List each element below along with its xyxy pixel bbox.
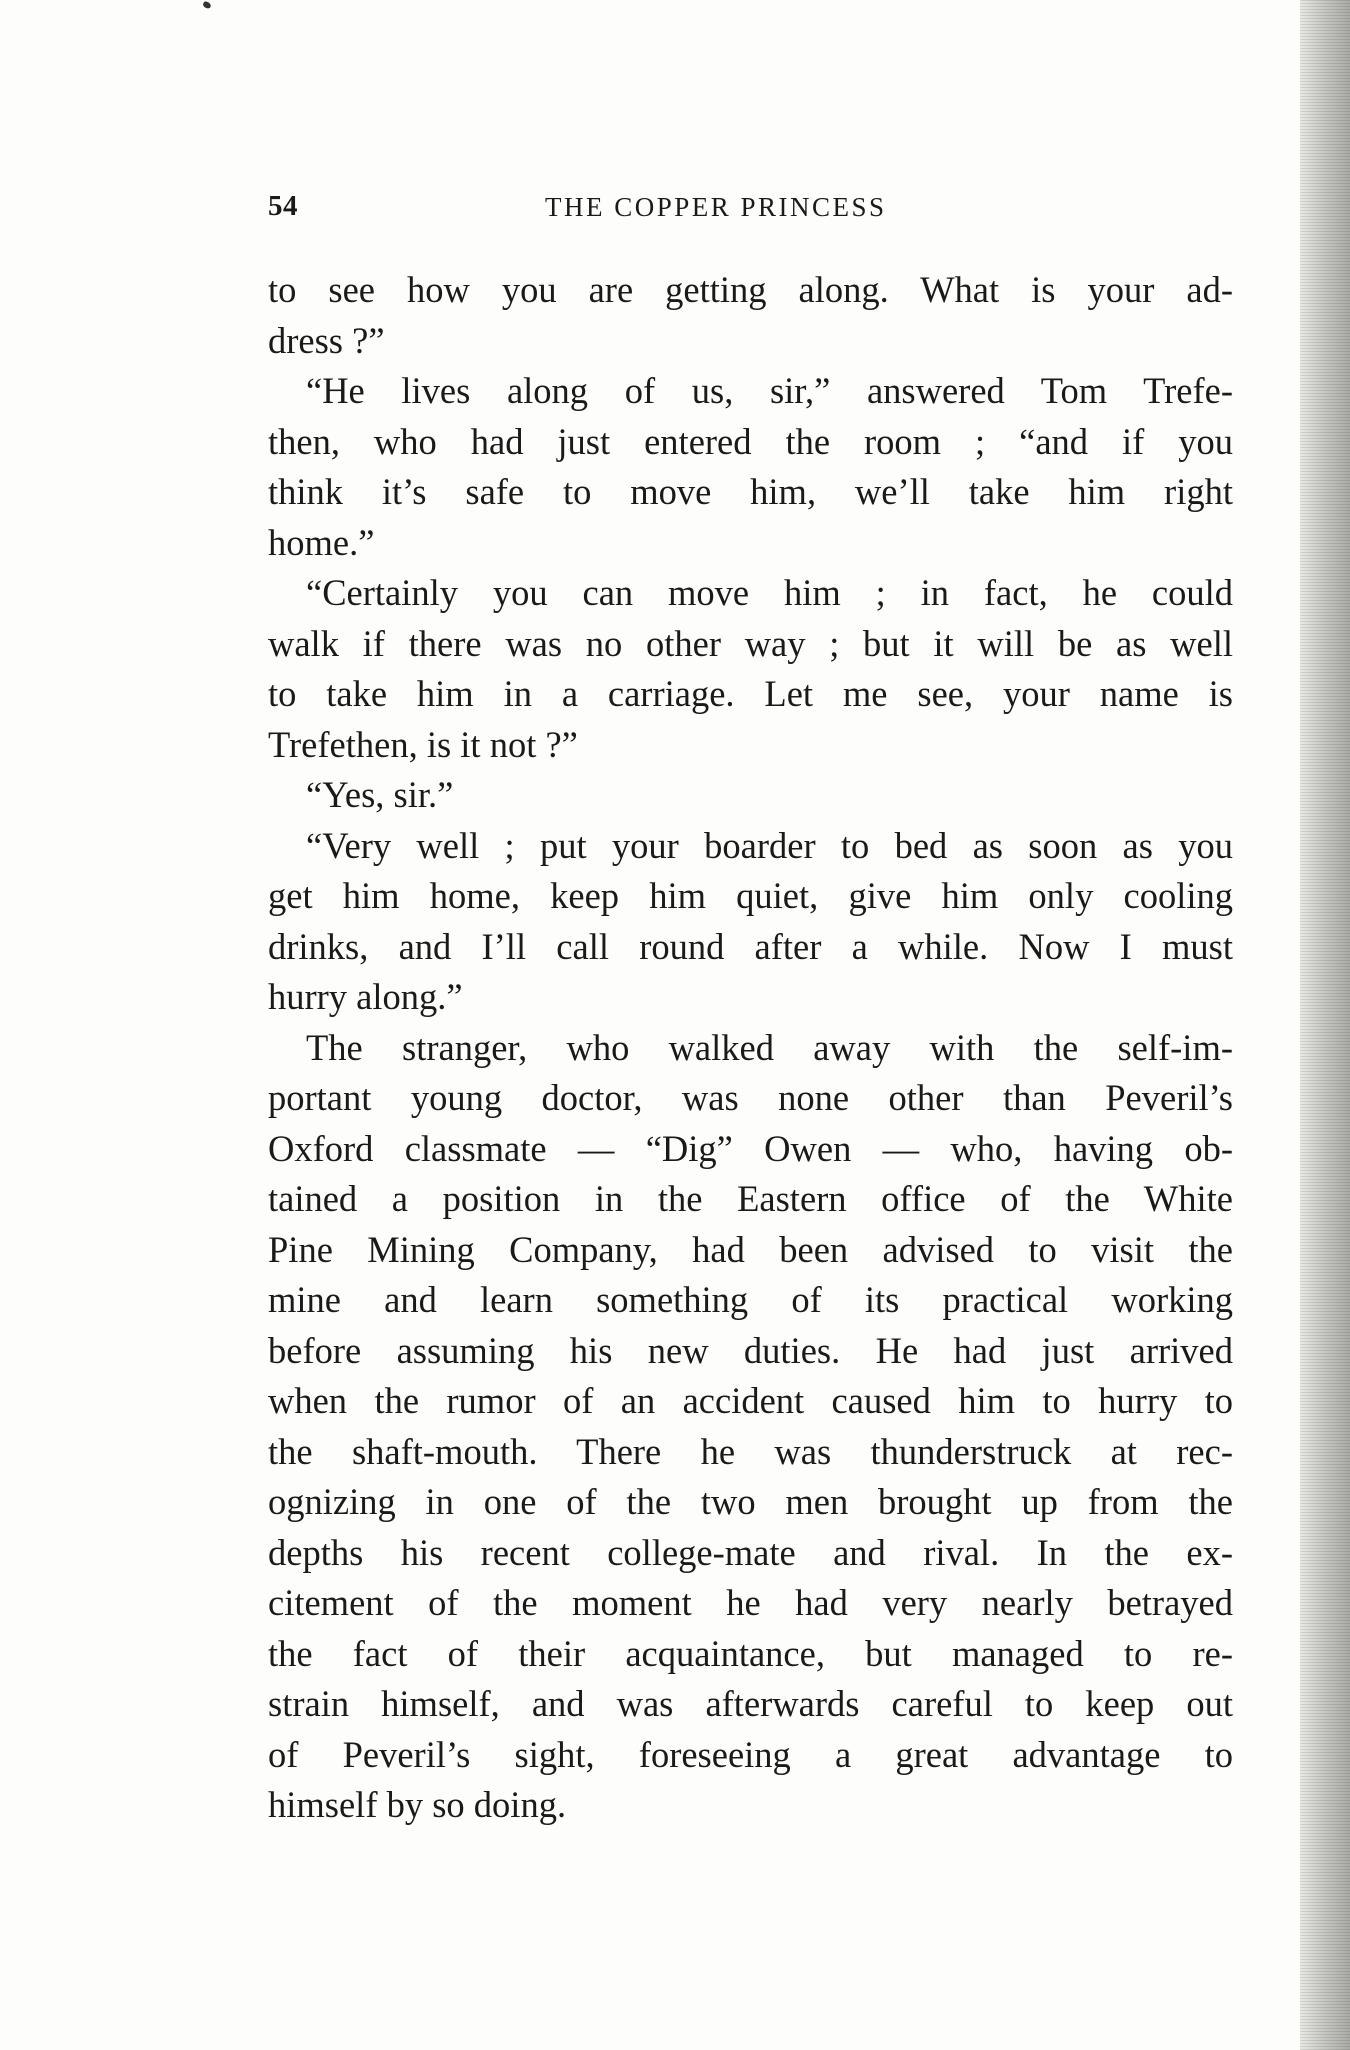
text-line: walk if there was no other way ; but it will be as well — [268, 622, 1233, 664]
text-line: The stranger, who walked away with the self-im- — [306, 1026, 1233, 1068]
text-line: Trefethen, is it not ?” — [268, 723, 578, 765]
body-text — [268, 265, 1233, 1831]
text-line: “Yes, sir.” — [306, 774, 454, 815]
text-line: Oxford classmate — “Dig” Owen — who, having ob- — [268, 1127, 1233, 1169]
text-line: think it’s safe to move him, we’ll take him right — [268, 471, 1233, 512]
text-line: portant young doctor, was none other than Peveril’s — [268, 1077, 1233, 1118]
text-line: home.” — [268, 521, 375, 563]
text-line: when the rumor of an accident caused him to hurry to — [268, 1380, 1233, 1421]
text-line: drinks, and I’ll call round after a while. Now I must — [268, 925, 1233, 967]
running-head: THE COPPER PRINCESS — [545, 192, 887, 222]
text-line: “Very well ; put your boarder to bed as soon as you — [306, 824, 1233, 866]
text-line: ognizing in one of the two men brought up from the — [268, 1481, 1233, 1522]
text-line: of Peveril’s sight, foreseeing a great advantage to — [268, 1733, 1233, 1775]
text-line: mine and learn something of its practical working — [268, 1279, 1233, 1320]
text-line: citement of the moment he had very nearly betrayed — [268, 1582, 1233, 1623]
text-line: hurry along.” — [268, 976, 463, 1017]
text-line: get him home, keep him quiet, give him only cooling — [268, 875, 1233, 916]
text-line: himself by so doing. — [268, 1784, 567, 1825]
text-line: “Certainly you can move him ; in fact, he could — [306, 572, 1233, 613]
text-line: to take him in a carriage. Let me see, your name is — [268, 673, 1233, 714]
text-line: tained a position in the Eastern office of the White — [268, 1178, 1233, 1219]
text-line: the fact of their acquaintance, but managed to re- — [268, 1632, 1233, 1674]
text-line: then, who had just entered the room ; “and if you — [268, 420, 1233, 462]
text-line: to see how you are getting along. What is your ad- — [268, 269, 1233, 310]
text-line: dress ?” — [268, 319, 385, 361]
page-edge-shadow — [1300, 0, 1350, 2050]
text-line: “He lives along of us, sir,” answered Tom Trefe- — [306, 370, 1233, 411]
page-number: 54 — [268, 190, 298, 222]
text-line: before assuming his new duties. He had just arrived — [268, 1329, 1233, 1371]
text-line: Pine Mining Company, had been advised to visit the — [268, 1228, 1233, 1270]
text-line: the shaft-mouth. There he was thunderstruck at rec- — [268, 1430, 1233, 1472]
text-line: depths his recent college-mate and rival. In the ex- — [268, 1531, 1233, 1573]
text-line: strain himself, and was afterwards careful to keep out — [268, 1683, 1233, 1724]
page-header — [268, 190, 1233, 230]
ink-speck — [202, 1, 212, 10]
